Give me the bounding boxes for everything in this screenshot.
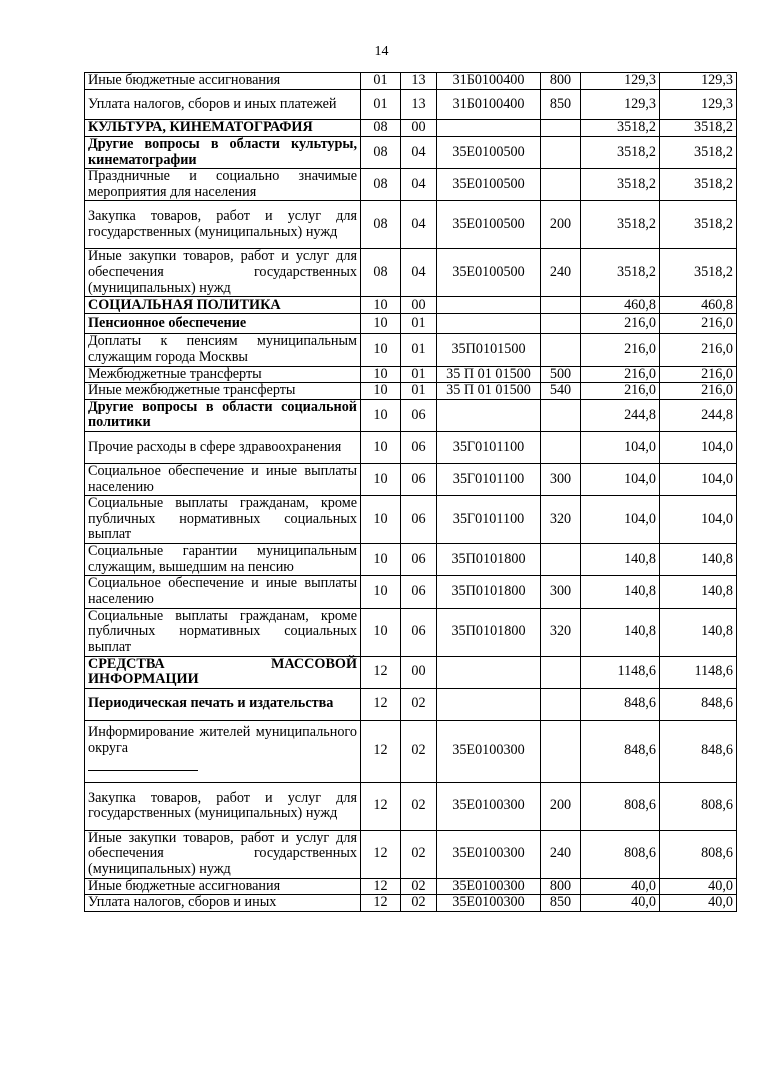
row-amount-2: 40,0 [660, 878, 737, 895]
table-row [85, 656, 737, 688]
row-expense-type [541, 399, 581, 431]
row-subsection-code: 06 [401, 463, 437, 495]
row-name: Иные закупки товаров, работ и услуг для обеспечения государственных (муниципальных) нужд [85, 830, 361, 878]
row-section-code: 01 [361, 90, 401, 120]
row-target-article: 35Е0100500 [437, 169, 541, 201]
table-row [85, 334, 737, 366]
row-name: СОЦИАЛЬНАЯ ПОЛИТИКА [85, 297, 361, 314]
row-amount-2: 104,0 [660, 463, 737, 495]
table-row [85, 201, 737, 249]
row-expense-type: 540 [541, 383, 581, 400]
row-expense-type [541, 137, 581, 169]
table-row [85, 249, 737, 297]
row-amount-2: 460,8 [660, 297, 737, 314]
row-amount-1: 140,8 [581, 544, 660, 576]
row-target-article: 35Е0100300 [437, 720, 541, 782]
row-section-code: 12 [361, 830, 401, 878]
row-section-code: 10 [361, 431, 401, 463]
row-expense-type [541, 334, 581, 366]
row-amount-2: 848,6 [660, 688, 737, 720]
row-expense-type: 240 [541, 249, 581, 297]
row-amount-2: 216,0 [660, 366, 737, 383]
row-name: Социальные выплаты гражданам, кроме публичных нормативных социальных выплат [85, 496, 361, 544]
row-section-code: 10 [361, 608, 401, 656]
row-amount-2: 3518,2 [660, 169, 737, 201]
row-amount-2: 3518,2 [660, 249, 737, 297]
table-row [85, 137, 737, 169]
row-expense-type [541, 431, 581, 463]
row-amount-1: 848,6 [581, 720, 660, 782]
row-subsection-code: 06 [401, 399, 437, 431]
row-subsection-code: 06 [401, 608, 437, 656]
row-target-article [437, 399, 541, 431]
row-subsection-code: 00 [401, 120, 437, 137]
row-subsection-code: 04 [401, 169, 437, 201]
row-amount-1: 216,0 [581, 366, 660, 383]
row-amount-2: 129,3 [660, 73, 737, 90]
row-target-article: 35П0101800 [437, 576, 541, 608]
row-name: Периодическая печать и издательства [85, 688, 361, 720]
row-subsection-code: 06 [401, 544, 437, 576]
table-row [85, 314, 737, 334]
table-row [85, 383, 737, 400]
budget-table-body [85, 73, 737, 912]
row-amount-1: 104,0 [581, 463, 660, 495]
row-section-code: 10 [361, 463, 401, 495]
row-amount-2: 140,8 [660, 576, 737, 608]
row-section-code: 12 [361, 782, 401, 830]
row-name: СРЕДСТВА МАССОВОЙ ИНФОРМАЦИИ [85, 656, 361, 688]
row-expense-type: 320 [541, 496, 581, 544]
row-name: Социальное обеспечение и иные выплаты населению [85, 463, 361, 495]
row-amount-1: 3518,2 [581, 201, 660, 249]
row-expense-type [541, 544, 581, 576]
row-section-code: 10 [361, 383, 401, 400]
row-subsection-code: 13 [401, 73, 437, 90]
row-subsection-code: 06 [401, 496, 437, 544]
row-amount-1: 40,0 [581, 895, 660, 912]
row-expense-type: 800 [541, 878, 581, 895]
row-amount-1: 216,0 [581, 383, 660, 400]
row-amount-1: 1148,6 [581, 656, 660, 688]
row-amount-2: 140,8 [660, 608, 737, 656]
row-amount-1: 244,8 [581, 399, 660, 431]
row-amount-1: 808,6 [581, 830, 660, 878]
row-expense-type: 240 [541, 830, 581, 878]
row-amount-2: 848,6 [660, 720, 737, 782]
row-name: Праздничные и социально значимые мероприятия для населения [85, 169, 361, 201]
row-amount-1: 3518,2 [581, 249, 660, 297]
row-section-code: 10 [361, 366, 401, 383]
row-target-article: 35Е0100300 [437, 895, 541, 912]
row-section-code: 12 [361, 878, 401, 895]
table-row [85, 608, 737, 656]
row-name: Пенсионное обеспечение [85, 314, 361, 334]
row-expense-type: 850 [541, 895, 581, 912]
row-amount-2: 808,6 [660, 782, 737, 830]
row-target-article: 35Е0100500 [437, 201, 541, 249]
row-section-code: 10 [361, 544, 401, 576]
row-subsection-code: 02 [401, 720, 437, 782]
table-row [85, 496, 737, 544]
row-name: Закупка товаров, работ и услуг для государственных (муниципальных) нужд [85, 201, 361, 249]
table-row [85, 463, 737, 495]
table-row [85, 688, 737, 720]
row-expense-type [541, 169, 581, 201]
table-row [85, 431, 737, 463]
row-name: Социальные выплаты гражданам, кроме публичных нормативных социальных выплат [85, 608, 361, 656]
row-amount-1: 3518,2 [581, 169, 660, 201]
row-amount-2: 3518,2 [660, 137, 737, 169]
row-name-text: Информирование жителей муниципального округа [88, 724, 357, 756]
row-amount-1: 129,3 [581, 90, 660, 120]
row-expense-type [541, 297, 581, 314]
row-subsection-code: 01 [401, 314, 437, 334]
row-amount-2: 104,0 [660, 496, 737, 544]
table-row [85, 366, 737, 383]
row-amount-2: 104,0 [660, 431, 737, 463]
row-name: Межбюджетные трансферты [85, 366, 361, 383]
row-subsection-code: 01 [401, 366, 437, 383]
row-name: Прочие расходы в сфере здравоохранения [85, 431, 361, 463]
row-name: Социальное обеспечение и иные выплаты населению [85, 576, 361, 608]
row-subsection-code: 01 [401, 383, 437, 400]
table-row [85, 576, 737, 608]
row-subsection-code: 01 [401, 334, 437, 366]
table-row [85, 90, 737, 120]
row-section-code: 12 [361, 688, 401, 720]
blank-underline [88, 756, 198, 771]
row-amount-1: 216,0 [581, 334, 660, 366]
row-target-article: 35Г0101100 [437, 463, 541, 495]
row-subsection-code: 02 [401, 895, 437, 912]
row-name: Другие вопросы в области социальной политики [85, 399, 361, 431]
row-amount-2: 40,0 [660, 895, 737, 912]
row-subsection-code: 02 [401, 688, 437, 720]
row-target-article: 35 П 01 01500 [437, 383, 541, 400]
row-expense-type [541, 314, 581, 334]
row-target-article [437, 120, 541, 137]
row-amount-2: 216,0 [660, 383, 737, 400]
row-amount-1: 3518,2 [581, 137, 660, 169]
row-expense-type: 200 [541, 782, 581, 830]
row-target-article [437, 314, 541, 334]
row-expense-type [541, 656, 581, 688]
row-target-article [437, 656, 541, 688]
row-name: Иные межбюджетные трансферты [85, 383, 361, 400]
row-amount-2: 140,8 [660, 544, 737, 576]
table-row [85, 830, 737, 878]
row-target-article: 35П0101500 [437, 334, 541, 366]
row-expense-type: 500 [541, 366, 581, 383]
table-row [85, 73, 737, 90]
table-row [85, 544, 737, 576]
row-expense-type: 320 [541, 608, 581, 656]
row-amount-1: 3518,2 [581, 120, 660, 137]
row-target-article: 35 П 01 01500 [437, 366, 541, 383]
row-amount-1: 848,6 [581, 688, 660, 720]
row-name: Иные бюджетные ассигнования [85, 73, 361, 90]
row-target-article: 35Г0101100 [437, 431, 541, 463]
budget-table [84, 72, 737, 912]
row-expense-type: 800 [541, 73, 581, 90]
row-subsection-code: 06 [401, 431, 437, 463]
table-row [85, 895, 737, 912]
row-section-code: 08 [361, 201, 401, 249]
row-section-code: 10 [361, 314, 401, 334]
row-target-article: 35Е0100300 [437, 782, 541, 830]
table-row [85, 120, 737, 137]
row-expense-type: 850 [541, 90, 581, 120]
row-section-code: 12 [361, 720, 401, 782]
table-row [85, 297, 737, 314]
row-subsection-code: 00 [401, 297, 437, 314]
row-section-code: 08 [361, 249, 401, 297]
row-section-code: 12 [361, 656, 401, 688]
row-subsection-code: 02 [401, 878, 437, 895]
row-name: Иные бюджетные ассигнования [85, 878, 361, 895]
row-target-article: 35Е0100500 [437, 137, 541, 169]
row-amount-1: 129,3 [581, 73, 660, 90]
row-expense-type [541, 120, 581, 137]
row-amount-2: 216,0 [660, 334, 737, 366]
row-target-article: 35П0101800 [437, 608, 541, 656]
row-subsection-code: 04 [401, 137, 437, 169]
row-amount-1: 140,8 [581, 576, 660, 608]
row-target-article: 31Б0100400 [437, 90, 541, 120]
row-subsection-code: 06 [401, 576, 437, 608]
row-expense-type: 300 [541, 463, 581, 495]
row-amount-2: 3518,2 [660, 120, 737, 137]
row-subsection-code: 13 [401, 90, 437, 120]
row-name: Социальные гарантии муниципальным служащим, вышедшим на пенсию [85, 544, 361, 576]
row-amount-2: 216,0 [660, 314, 737, 334]
row-target-article: 35Г0101100 [437, 496, 541, 544]
row-amount-1: 40,0 [581, 878, 660, 895]
row-expense-type [541, 688, 581, 720]
row-name: Уплата налогов, сборов и иных [85, 895, 361, 912]
row-name: Другие вопросы в области культуры, кинематографии [85, 137, 361, 169]
row-section-code: 10 [361, 297, 401, 314]
row-subsection-code: 04 [401, 249, 437, 297]
row-section-code: 10 [361, 399, 401, 431]
row-expense-type [541, 720, 581, 782]
table-row [85, 720, 737, 782]
row-name: Закупка товаров, работ и услуг для государственных (муниципальных) нужд [85, 782, 361, 830]
row-section-code: 10 [361, 496, 401, 544]
row-target-article: 35Е0100300 [437, 878, 541, 895]
row-section-code: 08 [361, 137, 401, 169]
row-amount-1: 104,0 [581, 496, 660, 544]
row-section-code: 08 [361, 169, 401, 201]
row-target-article: 35П0101800 [437, 544, 541, 576]
row-amount-1: 140,8 [581, 608, 660, 656]
row-name: Уплата налогов, сборов и иных платежей [85, 90, 361, 120]
row-amount-1: 216,0 [581, 314, 660, 334]
row-amount-2: 3518,2 [660, 201, 737, 249]
row-expense-type: 300 [541, 576, 581, 608]
row-section-code: 08 [361, 120, 401, 137]
row-amount-2: 1148,6 [660, 656, 737, 688]
row-target-article: 35Е0100500 [437, 249, 541, 297]
row-name: КУЛЬТУРА, КИНЕМАТОГРАФИЯ [85, 120, 361, 137]
row-section-code: 01 [361, 73, 401, 90]
row-subsection-code: 02 [401, 830, 437, 878]
row-section-code: 10 [361, 334, 401, 366]
table-row [85, 399, 737, 431]
row-amount-2: 129,3 [660, 90, 737, 120]
row-target-article [437, 297, 541, 314]
row-amount-1: 104,0 [581, 431, 660, 463]
row-amount-2: 808,6 [660, 830, 737, 878]
row-target-article: 35Е0100300 [437, 830, 541, 878]
table-row [85, 878, 737, 895]
row-subsection-code: 00 [401, 656, 437, 688]
table-row [85, 169, 737, 201]
row-name: Иные закупки товаров, работ и услуг для обеспечения государственных (муниципальных) нужд [85, 249, 361, 297]
row-target-article [437, 688, 541, 720]
row-amount-2: 244,8 [660, 399, 737, 431]
row-section-code: 10 [361, 576, 401, 608]
table-row [85, 782, 737, 830]
row-expense-type: 200 [541, 201, 581, 249]
row-target-article: 31Б0100400 [437, 73, 541, 90]
page-number: 14 [374, 44, 389, 59]
row-name: Доплаты к пенсиям муниципальным служащим города Москвы [85, 334, 361, 366]
row-subsection-code: 04 [401, 201, 437, 249]
row-name [85, 720, 361, 782]
row-amount-1: 460,8 [581, 297, 660, 314]
row-subsection-code: 02 [401, 782, 437, 830]
row-amount-1: 808,6 [581, 782, 660, 830]
row-section-code: 12 [361, 895, 401, 912]
